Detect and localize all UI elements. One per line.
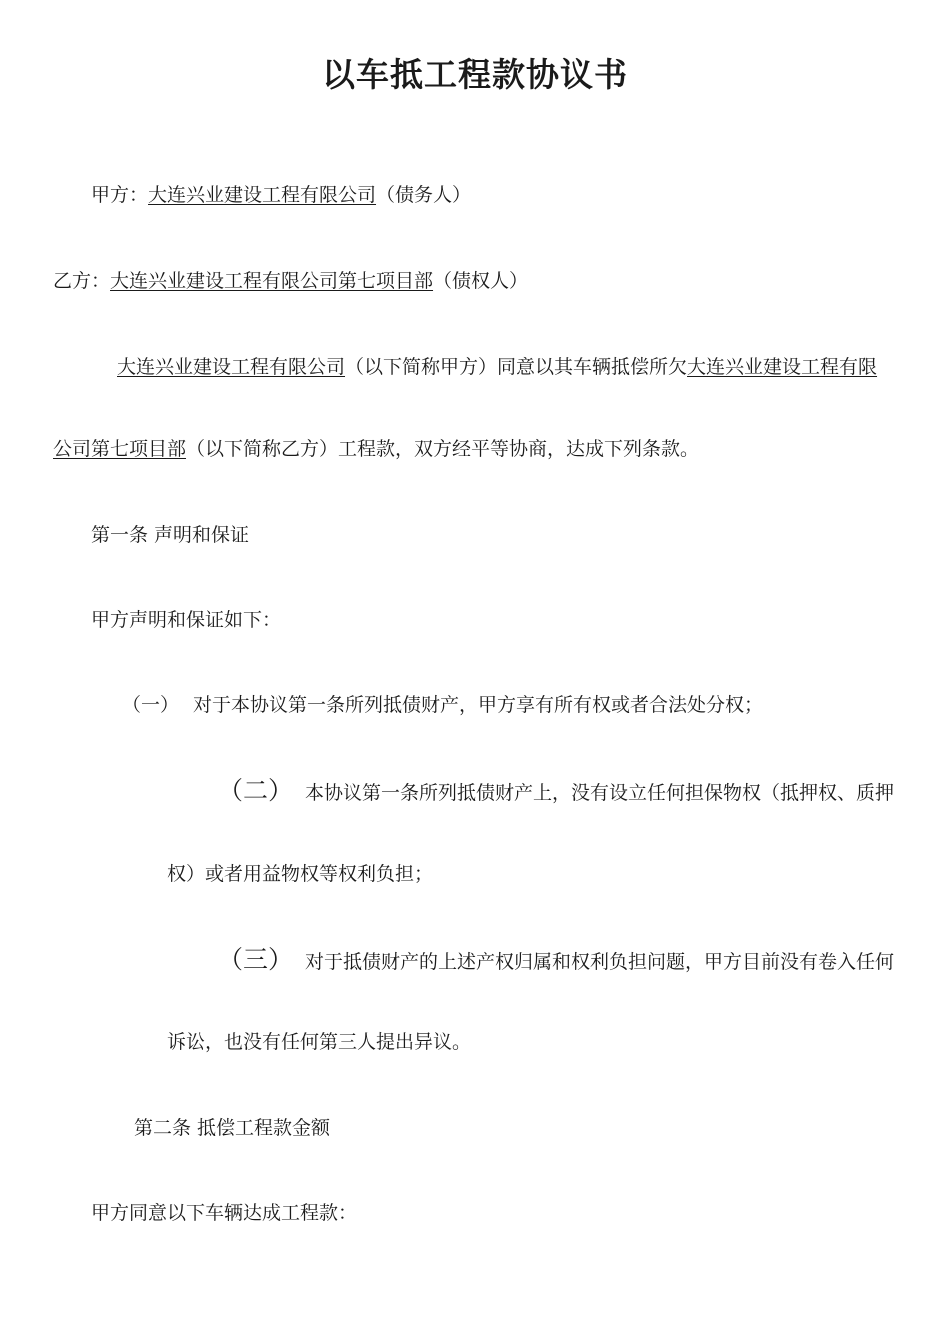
article1-heading: 第一条 声明和保证	[91, 524, 250, 546]
article1-item3-line2: 诉讼，也没有任何第三人提出异议。	[167, 1031, 472, 1053]
article1-item3-line1	[218, 947, 894, 975]
party-b-label: 乙方：	[53, 270, 111, 292]
article1-item2-line1	[218, 778, 894, 806]
intro-company-b-part1: 大连兴业建设工程有限	[687, 356, 878, 378]
item2-text-line1: 本协议第一条所列抵债财产上，没有设立任何担保物权（抵押权、质押	[305, 782, 895, 804]
intro-line-1	[117, 354, 897, 380]
article1-lead: 甲方声明和保证如下：	[91, 609, 282, 631]
article2-lead: 甲方同意以下车辆达成工程款：	[91, 1202, 358, 1224]
item1-text: 对于本协议第一条所列抵债财产，甲方享有所有权或者合法处分权；	[193, 694, 764, 716]
document-title: 以车抵工程款协议书	[322, 55, 628, 94]
article1-item1	[122, 692, 763, 718]
item1-number: （一）	[122, 694, 180, 716]
article1-item2-line2: 权）或者用益物权等权利负担；	[167, 863, 434, 885]
party-b-name: 大连兴业建设工程有限公司第七项目部	[110, 270, 434, 292]
party-a-line	[91, 182, 471, 208]
intro-company-b-part2: 公司第七项目部	[53, 438, 187, 460]
party-a-label: 甲方：	[91, 184, 149, 206]
party-a-name: 大连兴业建设工程有限公司	[148, 184, 377, 206]
intro-line-2	[53, 436, 699, 462]
party-a-role: （债务人）	[376, 184, 472, 206]
intro-company-a: 大连兴业建设工程有限公司	[117, 356, 346, 378]
intro-text-1: （以下简称甲方）同意以其车辆抵偿所欠	[345, 356, 688, 378]
item3-text-line1: 对于抵债财产的上述产权归属和权利负担问题，甲方目前没有卷入任何	[305, 951, 895, 973]
item3-number: （三）	[218, 945, 294, 974]
intro-line-1-text	[117, 354, 877, 380]
item2-number: （二）	[218, 776, 294, 805]
article2-heading: 第二条 抵偿工程款金额	[134, 1117, 331, 1139]
party-b-line	[53, 268, 528, 294]
intro-text-2: （以下简称乙方）工程款，双方经平等协商，达成下列条款。	[186, 438, 700, 460]
party-b-role: （债权人）	[433, 270, 529, 292]
